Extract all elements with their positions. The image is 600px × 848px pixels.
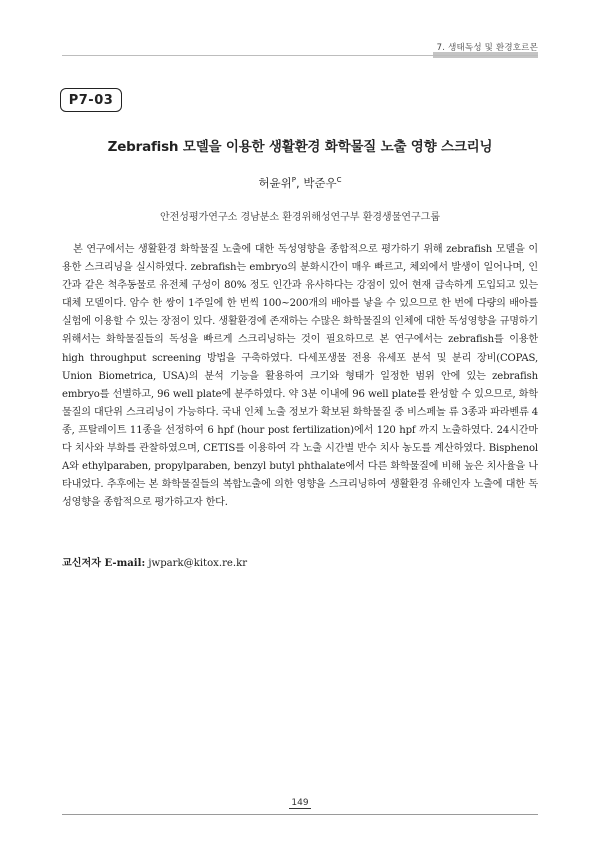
author-separator: , <box>296 176 304 190</box>
contact-email[interactable]: jwpark@kitox.re.kr <box>148 558 248 569</box>
corresponding-author <box>62 554 538 569</box>
abstract-code-badge: P7-03 <box>60 88 122 112</box>
abstract-paragraph: 본 연구에서는 생활환경 화학물질 노출에 대한 독성영향을 종합적으로 평가하기 위해 zebrafish 모델을 이용한 스크리닝을 실시하였다. zebrafish는 embryo의 분화시간이 매우 빠르고, 체외에서 발생이 일어나며, 인간과 같은 척추동물로 유전체 구성이 80% 정도 인간과 유사하다는 강점이 있어 현재 급속하게 도입되고 있는 대체 모델이다. 암수 한 쌍이 1주일에 한 번씩 100~200개의 배아를 낳을 수 있으므로 한 번에 다량의 배아를 실험에 이용할 수 있는 장점이 있다. 생활환경에 존재하는 수많은 화학물질의 인체에 대한 독성영향을 규명하기 위해서는 화학물질들의 독성을 빠르게 스크리닝하는 것이 필요하므로 본 연구에서는 zebrafish를 이용한 high throughput screening 방법을 구축하였다. 다세포생물 전용 유세포 분석 및 분리 장비(COPAS, Union Biometrica, USA)의 분석 기능을 활용하여 크기와 형태가 일정한 범위 안에 있는 zebrafish embryo를 선별하고, 96 well plate에 분주하였다. 약 3분 이내에 96 well plate를 완성할 수 있으므로, 화학물질의 대단위 스크리닝이 가능하다. 국내 인체 노출 정보가 확보된 화학물질 중 비스페놀 류 3종과 파라벤류 4종, 프탈레이트 11종을 선정하여 6 hpf (hour post fertilization)에서 120 hpf 까지 노출하였다. 24시간마다 치사와 부화를 관찰하였으며, CETIS를 이용하여 각 노출 시간별 반수 치사 농도를 계산하였다. Bisphenol A와 ethylparaben, propylparaben, benzyl butyl phthalate에서 다른 화학물질에 비해 높은 치사율을 나타내었다. 추후에는 본 화학물질들의 복합노출에 의한 영향을 스크리닝하여 생활환경 유해인자 노출에 대한 독성영향을 종합적으로 평가하고자 한다. <box>62 244 538 509</box>
affiliation: 안전성평가연구소 경남분소 환경위해성연구부 환경생물연구그룹 <box>159 212 441 223</box>
abstract-body <box>62 241 538 512</box>
contact-label: 교신저자 E-mail: <box>62 558 146 569</box>
page-number <box>0 798 600 808</box>
header-rule <box>62 55 538 56</box>
author-affiliation-mark: C <box>336 176 342 185</box>
author-name: 허윤위 <box>258 176 292 190</box>
paper-title: Zebrafish 모델을 이용한 생활환경 화학물질 노출 영향 스크리닝 <box>107 139 493 155</box>
footer-rule <box>62 814 538 815</box>
author-affiliation-mark: P <box>291 176 297 185</box>
author-name: 박준우 <box>303 176 337 190</box>
page-number-text: 149 <box>291 798 309 808</box>
running-header: 7. 생태독성 및 환경호르몬 <box>436 43 538 53</box>
author-list <box>62 175 538 191</box>
